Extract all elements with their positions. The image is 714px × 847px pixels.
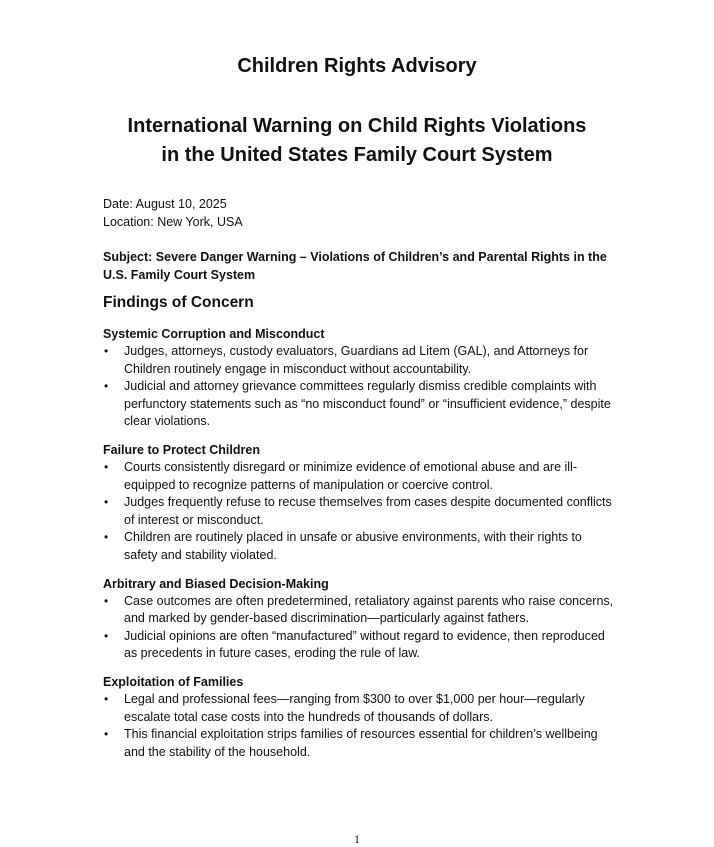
finding-section [103,325,618,431]
bullet-item [103,628,618,663]
bullet-dot-icon: • [104,379,109,394]
bullet-list [103,691,618,761]
subject-line: Subject: Severe Danger Warning – Violations of Children’s and Parental Rights in the U.S. Family Court System [103,250,607,282]
section-title: Exploitation of Families [103,674,244,689]
location-line: Location: New York, USA [103,215,243,229]
bullet-dot-icon: • [104,344,109,358]
bullet-text: Judicial opinions are often “manufactured” without regard to evidence, then reproduced as precedents in future cases, eroding the rule of law. [124,628,605,661]
bullet-text: Children are routinely placed in unsafe or abusive environments, with their rights to safety and stability violated. [124,530,582,562]
bullet-dot-icon: • [104,459,109,474]
section-title: Systemic Corruption and Misconduct [103,327,325,341]
main-title [0,112,714,170]
bullet-dot-icon: • [104,530,109,545]
bullet-item [103,378,618,431]
finding-section [103,673,618,761]
page-number: 1 [354,832,360,846]
bullet-dot-icon: • [104,727,109,742]
finding-section [103,441,618,565]
bullet-list [103,593,618,663]
findings-sections [103,325,618,771]
bullet-dot-icon: • [104,628,109,643]
bullet-item [103,459,618,494]
bullet-item [103,593,618,628]
main-title-line-1: International Warning on Child Rights Violations [127,115,587,137]
bullet-text: This financial exploitation strips families of resources essential for children’s wellbeing and the stability of the household. [124,727,598,759]
bullet-dot-icon: • [104,495,109,510]
bullet-item [103,343,618,378]
bullet-text: Legal and professional fees—ranging from $300 to over $1,000 per hour—regularly escalate total case costs into the hundreds of thousands of dollars. [124,691,585,724]
bullet-dot-icon: • [104,691,109,706]
bullet-item [103,494,618,529]
bullet-text: Judges, attorneys, custody evaluators, Guardians ad Litem (GAL), and Attorneys for Children routinely engage in misconduct without accountability. [124,344,589,376]
bullet-dot-icon: • [104,593,109,608]
bullet-item [103,726,618,761]
bullet-text: Judicial and attorney grievance committees regularly dismiss credible complaints with perfunctory statements such as “no misconduct found” or “insufficient evidence,” despite clear violations. [124,379,611,429]
section-title: Arbitrary and Biased Decision-Making [103,576,329,591]
bullet-text: Case outcomes are often predetermined, retaliatory against parents who raise concerns, and marked by gender-based discrimination—particularly against fathers. [124,593,614,626]
bullet-text: Courts consistently disregard or minimize evidence of emotional abuse and are ill-equipped to recognize patterns of manipulation or coercive control. [124,459,577,492]
findings-heading: Findings of Concern [103,294,254,311]
bullet-text: Judges frequently refuse to recuse themselves from cases despite documented conflicts of interest or misconduct. [124,495,612,527]
finding-section [103,575,618,663]
bullet-list [103,343,618,431]
bullet-list [103,459,618,565]
main-title-line-2: in the United States Family Court System [161,144,553,166]
section-title: Failure to Protect Children [103,442,260,457]
date-line: Date: August 10, 2025 [103,197,227,211]
bullet-item [103,529,618,564]
document-meta [103,195,243,231]
document-title: Children Rights Advisory [237,55,477,77]
bullet-item [103,691,618,726]
